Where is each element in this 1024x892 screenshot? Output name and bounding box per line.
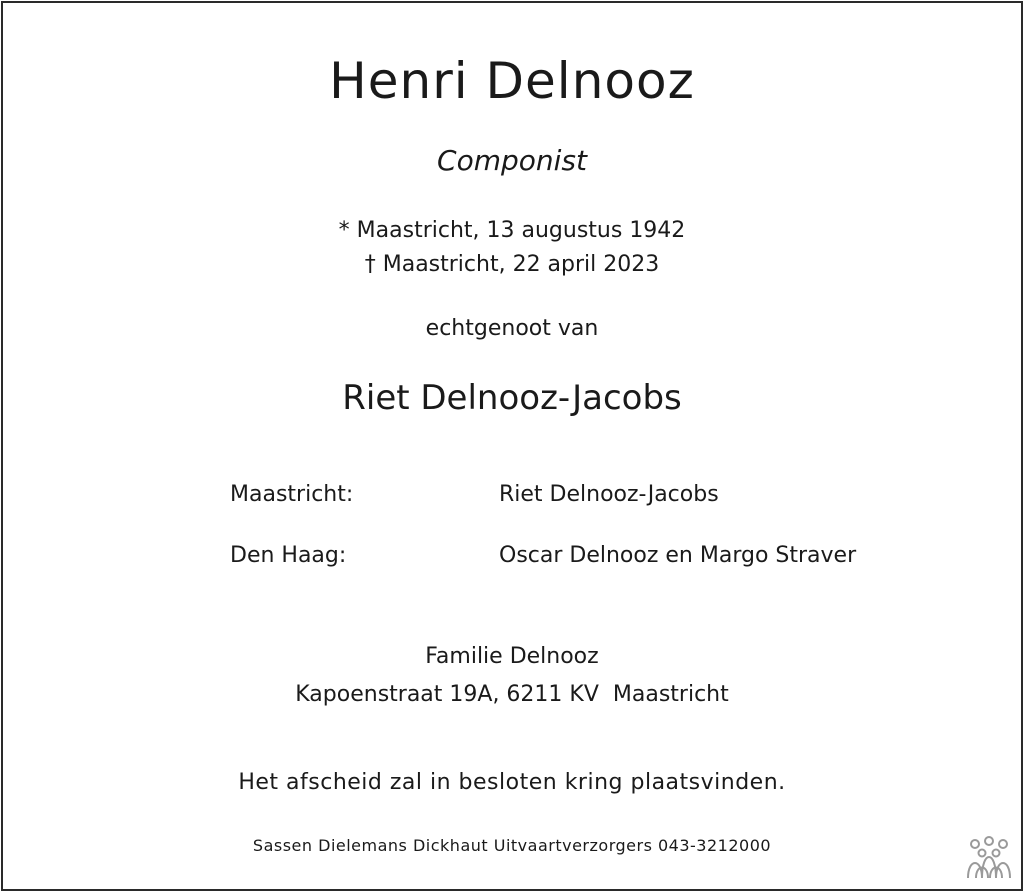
announcement-frame [1,1,1023,891]
farewell-note: Het afscheid zal in besloten kring plaatsvinden. [238,770,786,795]
family-name: Familie Delnooz [425,644,599,669]
birth-line: * Maastricht, 13 augustus 1942 [338,218,686,243]
contact-block [0,638,1024,714]
relative-names: Oscar Delnooz en Margo Straver [499,543,857,568]
relative-place: Maastricht: [230,482,354,507]
family-group-icon [964,836,1014,880]
spouse-name: Riet Delnooz-Jacobs [342,378,682,418]
deceased-profession: Componist [437,144,587,177]
deceased-name: Henri Delnooz [329,52,695,110]
family-address: Kapoenstraat 19A, 6211 KV Maastricht [295,682,729,707]
relative-place: Den Haag: [230,543,347,568]
life-dates [0,214,1024,282]
death-line: † Maastricht, 22 april 2023 [364,252,660,277]
funeral-home: Sassen Dielemans Dickhaut Uitvaartverzorgers 043-3212000 [252,836,772,855]
relative-names: Riet Delnooz-Jacobs [499,482,719,507]
spouse-intro: echtgenoot van [425,316,599,341]
